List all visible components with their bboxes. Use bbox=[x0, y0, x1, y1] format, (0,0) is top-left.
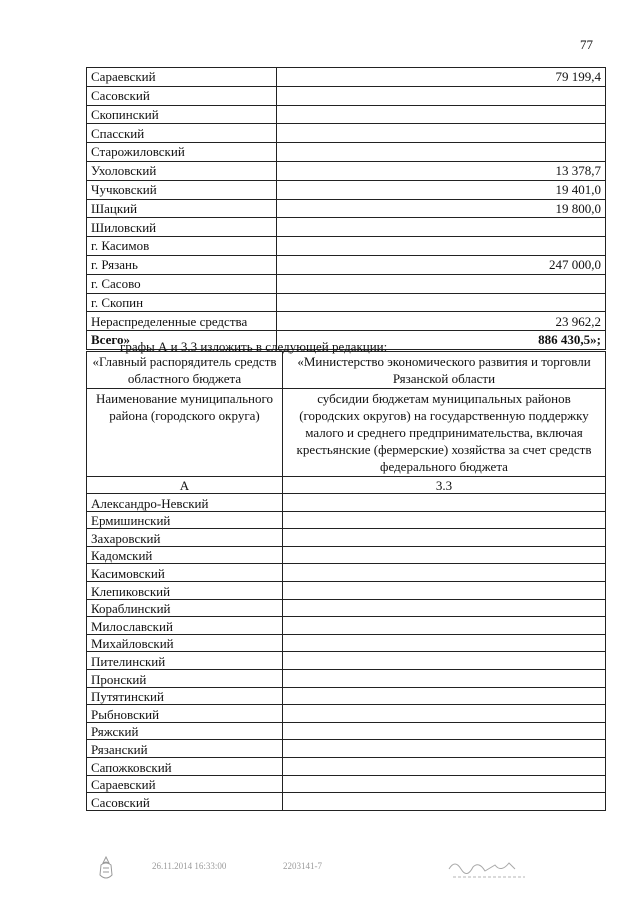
table-row bbox=[87, 511, 606, 529]
district-name-cell: Пителинский bbox=[87, 652, 283, 670]
header-row-2 bbox=[87, 389, 606, 477]
amount-cell bbox=[277, 124, 606, 143]
table-row bbox=[87, 617, 606, 635]
header-ministry-label: «Министерство экономического развития и торговли Рязанской области bbox=[283, 352, 606, 389]
district-name-cell: Кадомский bbox=[87, 546, 283, 564]
emblem-icon bbox=[95, 855, 117, 885]
table-row bbox=[87, 218, 606, 237]
table-row bbox=[87, 652, 606, 670]
district-name-cell: Милославский bbox=[87, 617, 283, 635]
table-row bbox=[87, 634, 606, 652]
district-name-cell: Рязанский bbox=[87, 740, 283, 758]
district-name-cell: Клепиковский bbox=[87, 581, 283, 599]
table-row bbox=[87, 581, 606, 599]
amount-cell: 247 000,0 bbox=[277, 255, 606, 274]
district-name-cell: Спасский bbox=[87, 124, 277, 143]
column-a-label: А bbox=[87, 477, 283, 494]
table-row bbox=[87, 255, 606, 274]
district-name-cell: Путятинский bbox=[87, 687, 283, 705]
amount-cell bbox=[277, 86, 606, 105]
table-row bbox=[87, 564, 606, 582]
district-name-cell: Александро-Невский bbox=[87, 494, 283, 512]
district-name-cell: Шиловский bbox=[87, 218, 277, 237]
district-name-cell: Нераспределенные средства bbox=[87, 312, 277, 331]
table-row bbox=[87, 199, 606, 218]
table-row bbox=[87, 143, 606, 162]
district-name-cell: Сасовский bbox=[87, 86, 277, 105]
table-row bbox=[87, 687, 606, 705]
amount-cell bbox=[277, 237, 606, 256]
footer-date: 26.11.2014 16:33:00 bbox=[152, 861, 227, 871]
table-row bbox=[87, 669, 606, 687]
subsidy-amount-cell bbox=[283, 669, 606, 687]
table-row bbox=[87, 274, 606, 293]
district-name-cell: Захаровский bbox=[87, 529, 283, 547]
header-row-1 bbox=[87, 352, 606, 389]
district-name-cell: Кораблинский bbox=[87, 599, 283, 617]
budget-table-part1 bbox=[86, 67, 606, 350]
district-name-cell: Сапожковский bbox=[87, 757, 283, 775]
district-name-cell: г. Скопин bbox=[87, 293, 277, 312]
amount-cell bbox=[277, 218, 606, 237]
table-row bbox=[87, 124, 606, 143]
amount-cell: 19 800,0 bbox=[277, 199, 606, 218]
subsidy-amount-cell bbox=[283, 581, 606, 599]
column-number-row bbox=[87, 477, 606, 494]
table-row bbox=[87, 312, 606, 331]
table-row bbox=[87, 105, 606, 124]
subsidy-amount-cell bbox=[283, 687, 606, 705]
amount-cell: 79 199,4 bbox=[277, 68, 606, 87]
district-name-cell: Ухоловский bbox=[87, 161, 277, 180]
amount-cell: 23 962,2 bbox=[277, 312, 606, 331]
district-name-cell: Старожиловский bbox=[87, 143, 277, 162]
instruction-note: графы А и 3.3 изложить в следующей редакции: bbox=[120, 339, 388, 354]
table-row bbox=[87, 180, 606, 199]
district-name-cell: г. Сасово bbox=[87, 274, 277, 293]
header-subsidy-label: субсидии бюджетам муниципальных районов (городских округов) на государственную поддержку малого и среднего предпринимательства, включая крестьянские (фермерские) хозяйства за счет средств федерального бюджета bbox=[283, 389, 606, 477]
table-row bbox=[87, 86, 606, 105]
table-row bbox=[87, 775, 606, 793]
district-name-cell: Сасовский bbox=[87, 793, 283, 811]
footer-code: 2203141-7 bbox=[283, 861, 322, 871]
table-row bbox=[87, 237, 606, 256]
header-main-manager-label: «Главный распорядитель средств областного бюджета bbox=[87, 352, 283, 389]
table-row bbox=[87, 793, 606, 811]
subsidy-amount-cell bbox=[283, 529, 606, 547]
amount-cell: 19 401,0 bbox=[277, 180, 606, 199]
district-name-cell: Рыбновский bbox=[87, 705, 283, 723]
subsidy-amount-cell bbox=[283, 757, 606, 775]
total-amount-cell: 886 430,5»; bbox=[277, 331, 606, 350]
district-name-cell: Ряжский bbox=[87, 722, 283, 740]
district-name-cell: Ермишинский bbox=[87, 511, 283, 529]
subsidy-amount-cell bbox=[283, 546, 606, 564]
signature-stamp-icon bbox=[445, 855, 535, 883]
subsidy-amount-cell bbox=[283, 494, 606, 512]
district-name-cell: Шацкий bbox=[87, 199, 277, 218]
table-row bbox=[87, 740, 606, 758]
document-footer bbox=[95, 855, 555, 895]
table-row bbox=[87, 529, 606, 547]
subsidy-amount-cell bbox=[283, 511, 606, 529]
subsidy-amount-cell bbox=[283, 564, 606, 582]
amount-cell bbox=[277, 293, 606, 312]
district-name-cell: Пронский bbox=[87, 669, 283, 687]
district-name-cell: Сараевский bbox=[87, 68, 277, 87]
table-row bbox=[87, 757, 606, 775]
subsidy-amount-cell bbox=[283, 775, 606, 793]
amount-cell: 13 378,7 bbox=[277, 161, 606, 180]
table-row bbox=[87, 293, 606, 312]
subsidy-amount-cell bbox=[283, 740, 606, 758]
district-name-cell: Касимовский bbox=[87, 564, 283, 582]
subsidy-amount-cell bbox=[283, 634, 606, 652]
table-row bbox=[87, 599, 606, 617]
district-name-cell: г. Касимов bbox=[87, 237, 277, 256]
subsidy-amount-cell bbox=[283, 652, 606, 670]
budget-table-part2 bbox=[86, 351, 606, 811]
header-district-name-label: Наименование муниципального района (городского округа) bbox=[87, 389, 283, 477]
district-name-cell: Сараевский bbox=[87, 775, 283, 793]
subsidy-amount-cell bbox=[283, 722, 606, 740]
subsidy-amount-cell bbox=[283, 617, 606, 635]
table-row bbox=[87, 494, 606, 512]
district-name-cell: г. Рязань bbox=[87, 255, 277, 274]
subsidy-amount-cell bbox=[283, 599, 606, 617]
page-number: 77 bbox=[580, 37, 593, 52]
table-row bbox=[87, 546, 606, 564]
table-row bbox=[87, 161, 606, 180]
table-row bbox=[87, 722, 606, 740]
amount-cell bbox=[277, 143, 606, 162]
total-label-cell: Всего» bbox=[87, 331, 277, 350]
table-row bbox=[87, 705, 606, 723]
amount-cell bbox=[277, 105, 606, 124]
subsidy-amount-cell bbox=[283, 705, 606, 723]
amount-cell bbox=[277, 274, 606, 293]
district-name-cell: Скопинский bbox=[87, 105, 277, 124]
district-name-cell: Михайловский bbox=[87, 634, 283, 652]
subsidy-amount-cell bbox=[283, 793, 606, 811]
district-name-cell: Чучковский bbox=[87, 180, 277, 199]
table-row bbox=[87, 68, 606, 87]
column-3-3-label: 3.3 bbox=[283, 477, 606, 494]
